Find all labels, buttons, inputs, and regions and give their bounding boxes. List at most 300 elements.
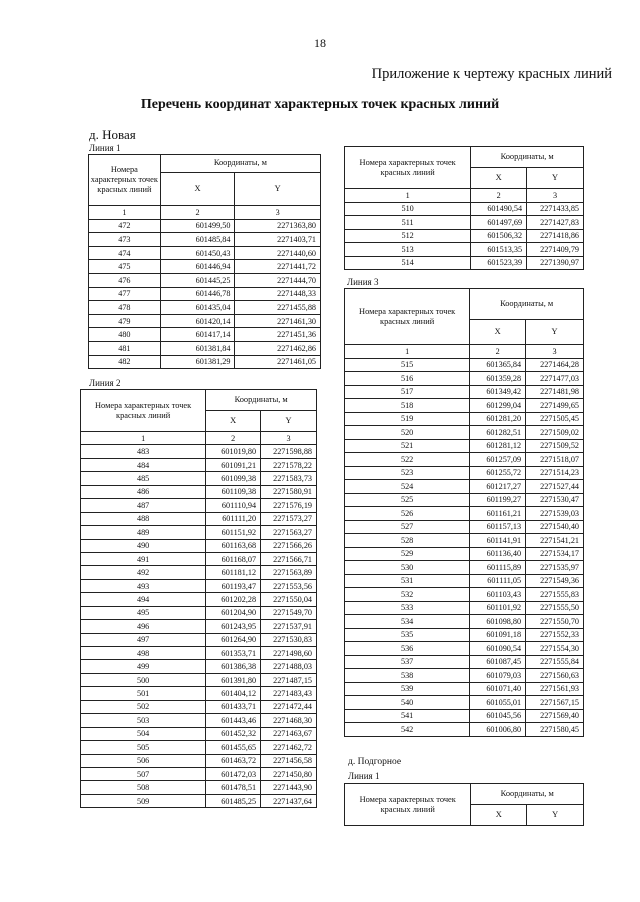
table-row: [81, 458, 317, 471]
table-row: [345, 547, 584, 561]
point-number: 474: [89, 246, 161, 260]
x-coordinate: 601115,89: [470, 561, 526, 575]
point-number: 516: [345, 372, 470, 386]
table-row: [345, 574, 584, 588]
table-row: [345, 466, 584, 480]
x-coordinate: 601499,50: [160, 219, 235, 233]
table-row: [81, 781, 317, 794]
point-number: 512: [345, 229, 471, 243]
coordinates-table-podgornoe-line-1: [344, 783, 584, 826]
x-coordinate: 601485,25: [206, 794, 261, 807]
point-number: 487: [81, 499, 206, 512]
table-row: [345, 453, 584, 467]
x-coordinate: 601163,68: [206, 539, 261, 552]
point-number: 529: [345, 547, 470, 561]
point-number: 485: [81, 472, 206, 485]
y-coordinate: 2271549,70: [261, 606, 317, 619]
x-coordinate: 601391,80: [206, 673, 261, 686]
y-coordinate: 2271456,58: [261, 754, 317, 767]
table-row: [81, 741, 317, 754]
line-label-1: Линия 1: [89, 143, 121, 153]
point-number: 484: [81, 458, 206, 471]
point-number: 539: [345, 682, 470, 696]
point-number: 514: [345, 256, 471, 270]
table-row: [81, 606, 317, 619]
y-coordinate: 2271537,91: [261, 620, 317, 633]
y-coordinate: 2271580,91: [261, 485, 317, 498]
x-coordinate: 601204,90: [206, 606, 261, 619]
x-coordinate: 601071,40: [470, 682, 526, 696]
table-row: [81, 660, 317, 673]
x-coordinate: 601019,80: [206, 445, 261, 458]
table-row: [345, 480, 584, 494]
header-coordinates: Координаты, м: [471, 784, 584, 805]
settlement-label-podgornoe: д. Подгорное: [348, 757, 402, 767]
y-coordinate: 2271468,30: [261, 714, 317, 727]
point-number: 528: [345, 534, 470, 548]
y-coordinate: 2271477,03: [526, 372, 584, 386]
point-number: 504: [81, 727, 206, 740]
point-number: 519: [345, 412, 470, 426]
point-number: 502: [81, 700, 206, 713]
table-row: [345, 655, 584, 669]
point-number: 494: [81, 593, 206, 606]
x-coordinate: 601443,46: [206, 714, 261, 727]
table-row: [345, 669, 584, 683]
header-y: Y: [527, 805, 584, 826]
y-coordinate: 2271499,65: [526, 399, 584, 413]
y-coordinate: 2271448,33: [235, 287, 321, 301]
y-coordinate: 2271509,52: [526, 439, 584, 453]
y-coordinate: 2271560,63: [526, 669, 584, 683]
table-row: [89, 287, 321, 301]
point-number: 531: [345, 574, 470, 588]
header-x: X: [471, 805, 527, 826]
x-coordinate: 601110,94: [206, 499, 261, 512]
y-coordinate: 2271540,40: [526, 520, 584, 534]
y-coordinate: 2271363,80: [235, 219, 321, 233]
table-row: [345, 642, 584, 656]
point-number: 523: [345, 466, 470, 480]
x-coordinate: 601264,90: [206, 633, 261, 646]
table-row: [89, 301, 321, 315]
y-coordinate: 2271530,47: [526, 493, 584, 507]
table-row: [345, 696, 584, 710]
point-number: 497: [81, 633, 206, 646]
table-row: [81, 794, 317, 807]
x-coordinate: 601098,80: [470, 615, 526, 629]
coordinates-table-line-2: [80, 389, 317, 808]
line-label-podgornoe-1: Линия 1: [348, 771, 380, 781]
table-row: [89, 355, 321, 369]
x-coordinate: 601103,43: [470, 588, 526, 602]
table-row: [345, 561, 584, 575]
y-coordinate: 2271541,21: [526, 534, 584, 548]
point-number: 535: [345, 628, 470, 642]
x-coordinate: 601497,69: [471, 216, 527, 230]
x-coordinate: 601478,51: [206, 781, 261, 794]
table-row: [345, 202, 584, 216]
x-coordinate: 601490,54: [471, 202, 527, 216]
y-coordinate: 2271463,67: [261, 727, 317, 740]
table-row: [345, 615, 584, 629]
point-number: 480: [89, 328, 161, 342]
point-number: 490: [81, 539, 206, 552]
settlement-label-novaya: д. Новая: [89, 127, 136, 142]
table-row: [81, 714, 317, 727]
point-number: 526: [345, 507, 470, 521]
y-coordinate: 2271563,27: [261, 526, 317, 539]
y-coordinate: 2271444,70: [235, 273, 321, 287]
y-coordinate: 2271461,05: [235, 355, 321, 369]
coordinates-table-line-3: [344, 288, 584, 737]
point-number: 520: [345, 426, 470, 440]
y-coordinate: 2271418,86: [527, 229, 584, 243]
point-number: 479: [89, 314, 161, 328]
point-number: 510: [345, 202, 471, 216]
y-coordinate: 2271437,64: [261, 794, 317, 807]
point-number: 476: [89, 273, 161, 287]
x-coordinate: 601381,29: [160, 355, 235, 369]
header-coordinates: Координаты, м: [470, 289, 584, 320]
x-coordinate: 601299,04: [470, 399, 526, 413]
table-row: [345, 723, 584, 737]
x-coordinate: 601353,71: [206, 647, 261, 660]
x-coordinate: 601079,03: [470, 669, 526, 683]
x-coordinate: 601168,07: [206, 552, 261, 565]
y-coordinate: 2271518,07: [526, 453, 584, 467]
header-coordinates: Координаты, м: [471, 147, 584, 168]
table-row: [89, 314, 321, 328]
y-coordinate: 2271390,97: [527, 256, 584, 270]
table-row: [81, 526, 317, 539]
point-number: 540: [345, 696, 470, 710]
point-number: 517: [345, 385, 470, 399]
table-row: [81, 445, 317, 458]
point-number: 513: [345, 243, 471, 257]
point-number: 525: [345, 493, 470, 507]
header-index-1: 1: [81, 432, 206, 445]
y-coordinate: 2271509,02: [526, 426, 584, 440]
table-row: [345, 493, 584, 507]
y-coordinate: 2271573,27: [261, 512, 317, 525]
point-number: 483: [81, 445, 206, 458]
table-row: [81, 579, 317, 592]
x-coordinate: 601045,56: [470, 709, 526, 723]
x-coordinate: 601101,92: [470, 601, 526, 615]
y-coordinate: 2271403,71: [235, 233, 321, 247]
header-x: X: [470, 320, 526, 345]
x-coordinate: 601257,09: [470, 453, 526, 467]
x-coordinate: 601181,12: [206, 566, 261, 579]
table-row: [345, 216, 584, 230]
y-coordinate: 2271583,73: [261, 472, 317, 485]
y-coordinate: 2271561,93: [526, 682, 584, 696]
y-coordinate: 2271530,83: [261, 633, 317, 646]
y-coordinate: 2271553,56: [261, 579, 317, 592]
x-coordinate: 601513,35: [471, 243, 527, 257]
header-index-1: 1: [89, 206, 161, 220]
header-index-2: 2: [206, 432, 261, 445]
x-coordinate: 601349,42: [470, 385, 526, 399]
y-coordinate: 2271598,88: [261, 445, 317, 458]
point-number: 472: [89, 219, 161, 233]
point-number: 498: [81, 647, 206, 660]
y-coordinate: 2271450,80: [261, 767, 317, 780]
point-number: 536: [345, 642, 470, 656]
x-coordinate: 601255,72: [470, 466, 526, 480]
point-number: 506: [81, 754, 206, 767]
y-coordinate: 2271555,84: [526, 655, 584, 669]
table-row: [345, 588, 584, 602]
x-coordinate: 601404,12: [206, 687, 261, 700]
page-title: Перечень координат характерных точек красных линий: [140, 97, 500, 112]
point-number: 491: [81, 552, 206, 565]
point-number: 521: [345, 439, 470, 453]
y-coordinate: 2271455,88: [235, 301, 321, 315]
table-row: [81, 633, 317, 646]
point-number: 522: [345, 453, 470, 467]
point-number: 537: [345, 655, 470, 669]
table-row: [345, 601, 584, 615]
point-number: 511: [345, 216, 471, 230]
x-coordinate: 601111,20: [206, 512, 261, 525]
y-coordinate: 2271462,86: [235, 341, 321, 355]
x-coordinate: 601359,28: [470, 372, 526, 386]
y-coordinate: 2271552,33: [526, 628, 584, 642]
point-number: 486: [81, 485, 206, 498]
x-coordinate: 601446,78: [160, 287, 235, 301]
y-coordinate: 2271433,85: [527, 202, 584, 216]
header-coordinates: Координаты, м: [206, 390, 317, 411]
table-row: [81, 566, 317, 579]
x-coordinate: 601365,84: [470, 358, 526, 372]
x-coordinate: 601417,14: [160, 328, 235, 342]
y-coordinate: 2271555,50: [526, 601, 584, 615]
table-row: [81, 754, 317, 767]
y-coordinate: 2271550,04: [261, 593, 317, 606]
point-number: 492: [81, 566, 206, 579]
y-coordinate: 2271566,26: [261, 539, 317, 552]
table-row: [345, 229, 584, 243]
table-row: [345, 243, 584, 257]
table-row: [81, 647, 317, 660]
x-coordinate: 601435,04: [160, 301, 235, 315]
point-number: 499: [81, 660, 206, 673]
point-number: 496: [81, 620, 206, 633]
table-row: [345, 412, 584, 426]
table-row: [81, 512, 317, 525]
table-row: [345, 520, 584, 534]
table-row: [81, 485, 317, 498]
x-coordinate: 601141,91: [470, 534, 526, 548]
point-number: 489: [81, 526, 206, 539]
table-row: [81, 552, 317, 565]
point-number: 493: [81, 579, 206, 592]
point-number: 500: [81, 673, 206, 686]
y-coordinate: 2271555,83: [526, 588, 584, 602]
y-coordinate: 2271578,22: [261, 458, 317, 471]
y-coordinate: 2271472,44: [261, 700, 317, 713]
table-row: [89, 219, 321, 233]
point-number: 542: [345, 723, 470, 737]
header-x: X: [206, 411, 261, 432]
x-coordinate: 601450,43: [160, 246, 235, 260]
header-point-numbers: Номера характерных точек красных линий: [81, 390, 206, 432]
point-number: 515: [345, 358, 470, 372]
y-coordinate: 2271441,72: [235, 260, 321, 274]
x-coordinate: 601157,13: [470, 520, 526, 534]
table-row: [89, 341, 321, 355]
y-coordinate: 2271576,19: [261, 499, 317, 512]
table-row: [81, 472, 317, 485]
table-row: [89, 273, 321, 287]
table-row: [345, 358, 584, 372]
table-row: [345, 372, 584, 386]
x-coordinate: 601055,01: [470, 696, 526, 710]
header-index-2: 2: [160, 206, 235, 220]
header-index-2: 2: [471, 189, 527, 203]
x-coordinate: 601109,38: [206, 485, 261, 498]
x-coordinate: 601433,71: [206, 700, 261, 713]
x-coordinate: 601485,84: [160, 233, 235, 247]
y-coordinate: 2271505,45: [526, 412, 584, 426]
x-coordinate: 601455,65: [206, 741, 261, 754]
point-number: 503: [81, 714, 206, 727]
x-coordinate: 601193,47: [206, 579, 261, 592]
header-point-numbers: Номера характерных точек красных линий: [89, 155, 161, 206]
x-coordinate: 601087,45: [470, 655, 526, 669]
point-number: 534: [345, 615, 470, 629]
table-row: [89, 260, 321, 274]
y-coordinate: 2271534,17: [526, 547, 584, 561]
point-number: 501: [81, 687, 206, 700]
y-coordinate: 2271498,60: [261, 647, 317, 660]
header-index-1: 1: [345, 345, 470, 359]
point-number: 527: [345, 520, 470, 534]
y-coordinate: 2271539,03: [526, 507, 584, 521]
header-point-numbers: Номера характерных точек красных линий: [345, 147, 471, 189]
x-coordinate: 601281,20: [470, 412, 526, 426]
x-coordinate: 601006,80: [470, 723, 526, 737]
y-coordinate: 2271527,44: [526, 480, 584, 494]
x-coordinate: 601091,18: [470, 628, 526, 642]
appendix-caption: Приложение к чертежу красных линий: [371, 66, 612, 82]
table-row: [345, 507, 584, 521]
table-row: [81, 727, 317, 740]
y-coordinate: 2271535,97: [526, 561, 584, 575]
header-y: Y: [527, 168, 584, 189]
table-row: [81, 673, 317, 686]
y-coordinate: 2271488,03: [261, 660, 317, 673]
x-coordinate: 601111,05: [470, 574, 526, 588]
y-coordinate: 2271550,70: [526, 615, 584, 629]
table-row: [89, 328, 321, 342]
y-coordinate: 2271451,36: [235, 328, 321, 342]
header-coordinates: Координаты, м: [160, 155, 320, 173]
point-number: 478: [89, 301, 161, 315]
table-row: [81, 539, 317, 552]
x-coordinate: 601446,94: [160, 260, 235, 274]
header-index-3: 3: [235, 206, 321, 220]
y-coordinate: 2271514,23: [526, 466, 584, 480]
point-number: 477: [89, 287, 161, 301]
x-coordinate: 601151,92: [206, 526, 261, 539]
header-x: X: [471, 168, 527, 189]
line-label-2: Линия 2: [89, 378, 121, 388]
table-row: [345, 682, 584, 696]
header-y: Y: [261, 411, 317, 432]
x-coordinate: 601243,95: [206, 620, 261, 633]
header-index-2: 2: [470, 345, 526, 359]
header-index-3: 3: [261, 432, 317, 445]
y-coordinate: 2271461,30: [235, 314, 321, 328]
x-coordinate: 601281,12: [470, 439, 526, 453]
y-coordinate: 2271580,45: [526, 723, 584, 737]
x-coordinate: 601217,27: [470, 480, 526, 494]
x-coordinate: 601472,03: [206, 767, 261, 780]
point-number: 473: [89, 233, 161, 247]
table-row: [89, 246, 321, 260]
table-row: [345, 256, 584, 270]
point-number: 488: [81, 512, 206, 525]
y-coordinate: 2271567,15: [526, 696, 584, 710]
point-number: 533: [345, 601, 470, 615]
table-row: [345, 426, 584, 440]
table-row: [345, 628, 584, 642]
table-row: [89, 233, 321, 247]
table-row: [81, 499, 317, 512]
table-row: [81, 593, 317, 606]
point-number: 475: [89, 260, 161, 274]
point-number: 505: [81, 741, 206, 754]
header-index-3: 3: [526, 345, 584, 359]
coordinates-table-line-2-continued: [344, 146, 584, 270]
x-coordinate: 601202,28: [206, 593, 261, 606]
point-number: 509: [81, 794, 206, 807]
point-number: 508: [81, 781, 206, 794]
x-coordinate: 601523,39: [471, 256, 527, 270]
x-coordinate: 601090,54: [470, 642, 526, 656]
header-index-1: 1: [345, 189, 471, 203]
point-number: 495: [81, 606, 206, 619]
table-row: [81, 687, 317, 700]
x-coordinate: 601099,38: [206, 472, 261, 485]
y-coordinate: 2271563,89: [261, 566, 317, 579]
point-number: 518: [345, 399, 470, 413]
y-coordinate: 2271569,40: [526, 709, 584, 723]
point-number: 532: [345, 588, 470, 602]
point-number: 538: [345, 669, 470, 683]
x-coordinate: 601161,21: [470, 507, 526, 521]
point-number: 482: [89, 355, 161, 369]
table-row: [345, 399, 584, 413]
page-number: 18: [314, 36, 326, 50]
header-point-numbers: Номера характерных точек красных линий: [345, 289, 470, 345]
table-row: [345, 385, 584, 399]
y-coordinate: 2271483,43: [261, 687, 317, 700]
y-coordinate: 2271554,30: [526, 642, 584, 656]
point-number: 507: [81, 767, 206, 780]
x-coordinate: 601420,14: [160, 314, 235, 328]
y-coordinate: 2271462,72: [261, 741, 317, 754]
point-number: 481: [89, 341, 161, 355]
point-number: 541: [345, 709, 470, 723]
x-coordinate: 601506,32: [471, 229, 527, 243]
point-number: 524: [345, 480, 470, 494]
table-row: [81, 700, 317, 713]
y-coordinate: 2271464,28: [526, 358, 584, 372]
